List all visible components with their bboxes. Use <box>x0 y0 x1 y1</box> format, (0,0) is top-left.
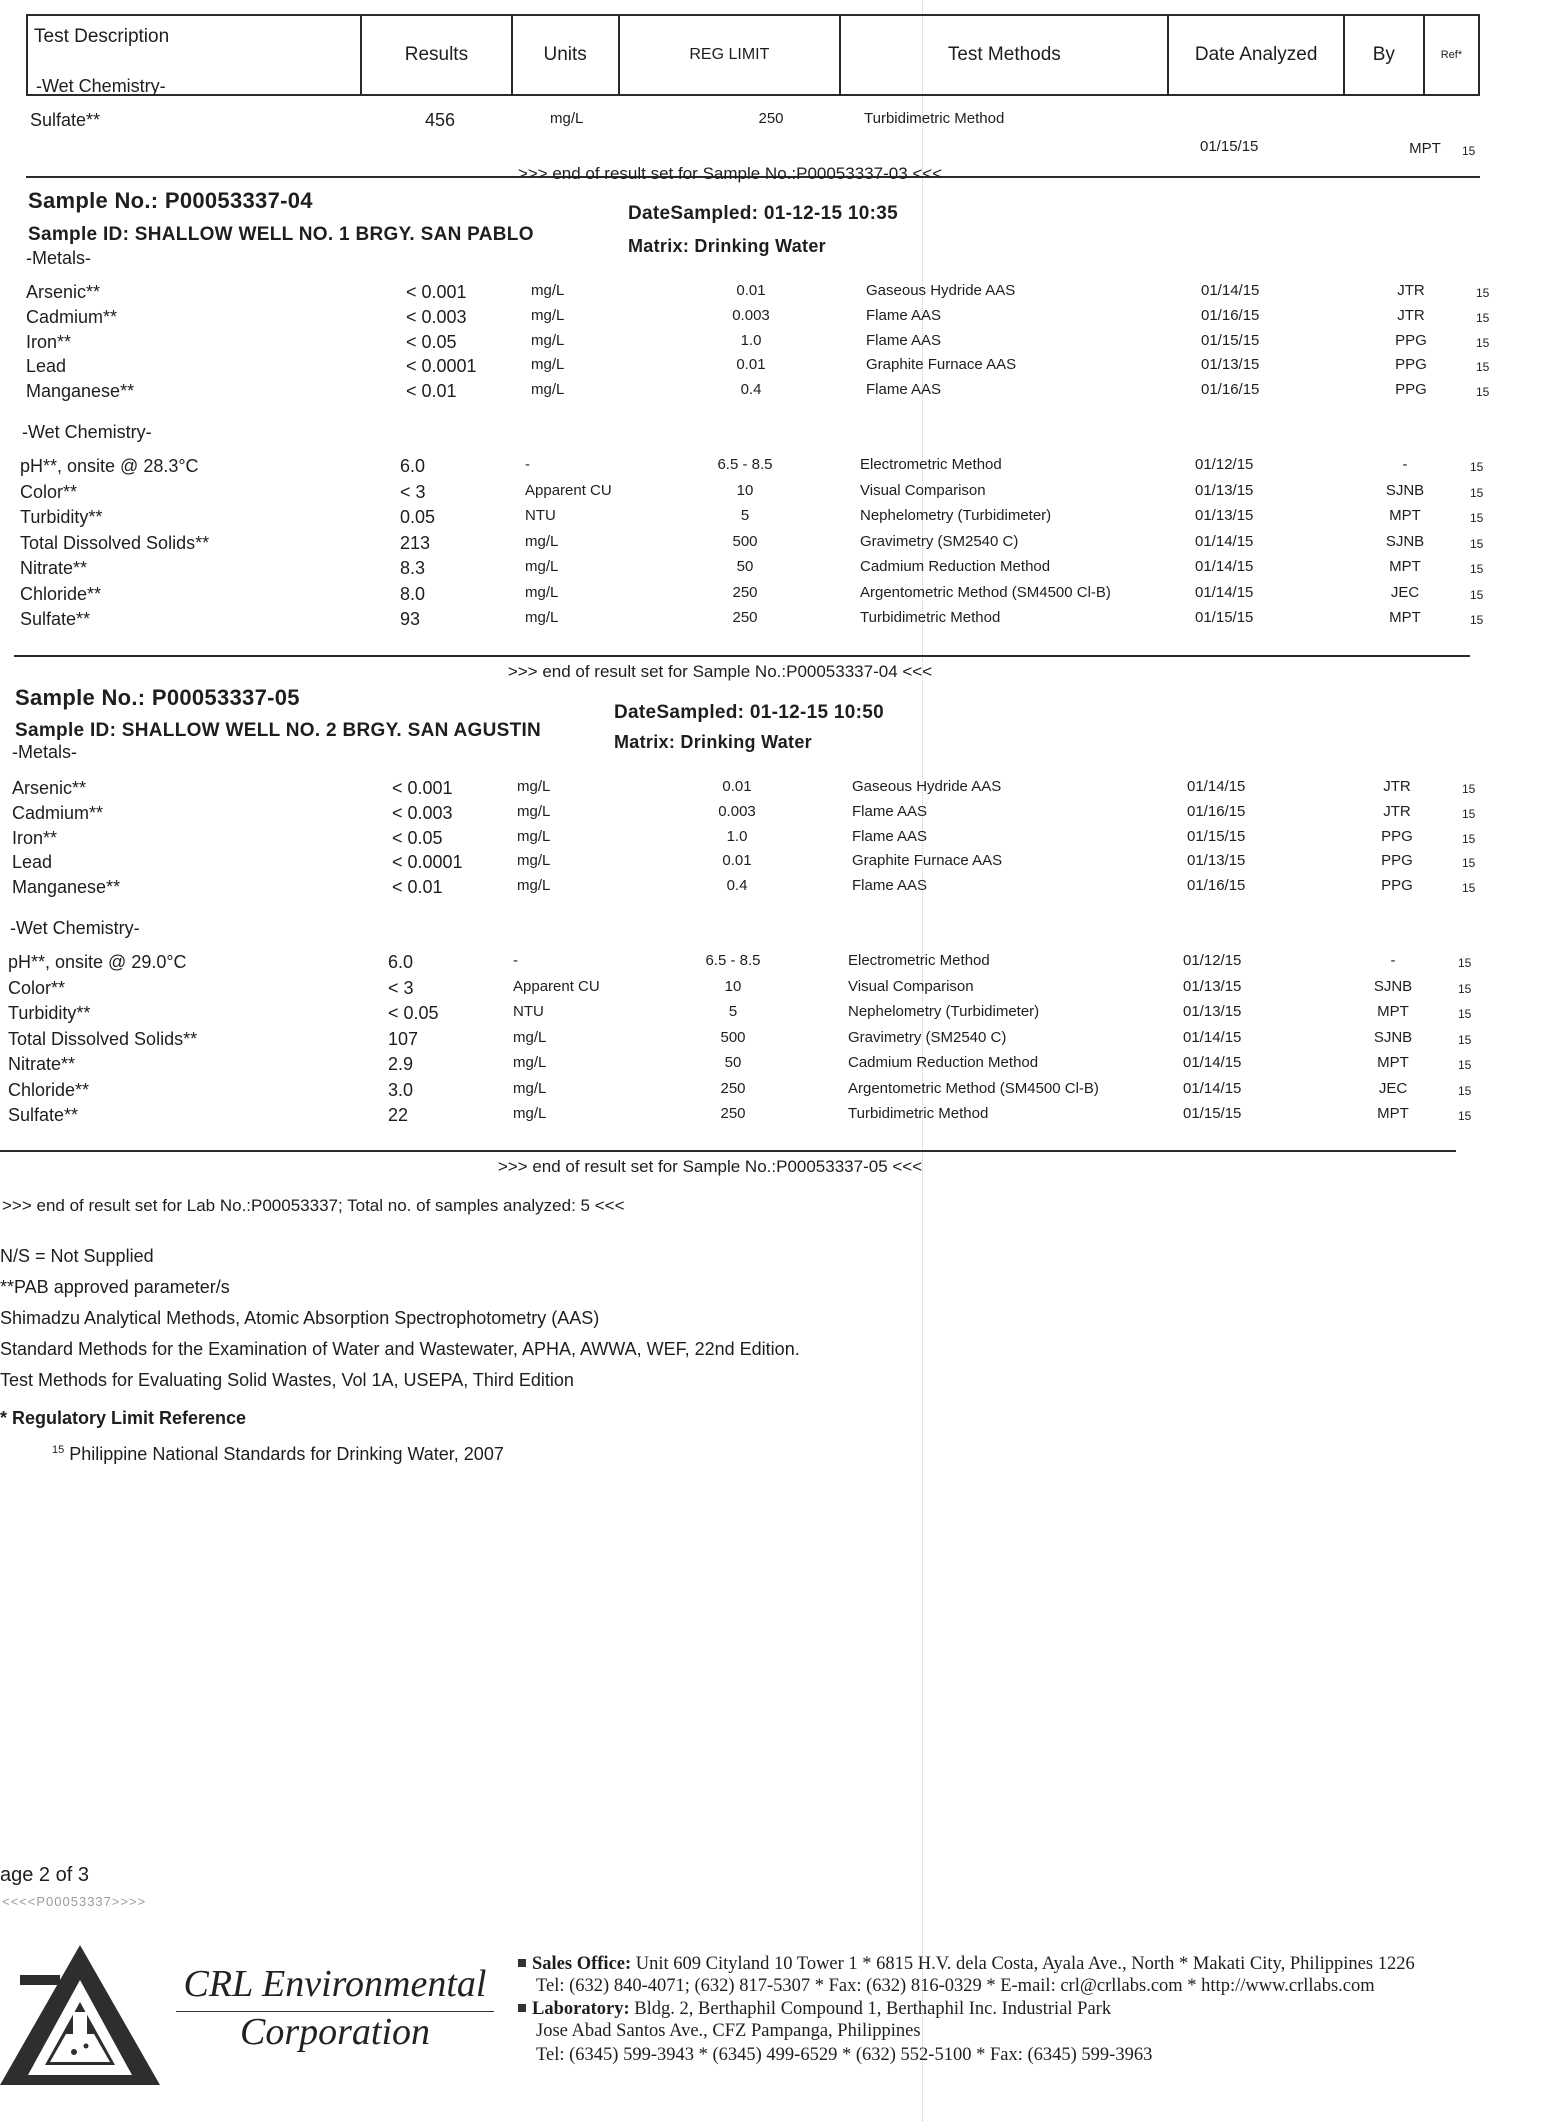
test-result: < 0.05 <box>392 827 443 848</box>
test-date: 01/14/15 <box>1183 1054 1242 1071</box>
test-ref: 15 <box>1458 956 1472 970</box>
test-date: 01/12/15 <box>1183 952 1242 969</box>
test-reg-limit: 250 <box>720 1105 746 1122</box>
test-date: 01/12/15 <box>1195 456 1254 473</box>
test-analyst: PPG <box>1395 356 1427 374</box>
test-name: pH**, onsite @ 29.0°C <box>8 952 187 972</box>
test-analyst: SJNB <box>1385 532 1425 550</box>
result-row <box>8 1105 1488 1130</box>
test-result: 2.9 <box>388 1054 414 1074</box>
result-row <box>26 356 1506 381</box>
test-method: Flame AAS <box>852 802 928 820</box>
matrix: Matrix: Drinking Water <box>628 236 826 256</box>
result-row <box>8 1029 1488 1054</box>
test-reg-limit: 500 <box>720 1028 746 1046</box>
test-reg-limit: 0.01 <box>736 356 766 374</box>
test-reg-limit: 0.01 <box>736 282 766 299</box>
header-test-description: Test Description <box>27 15 361 95</box>
test-name: Nitrate** <box>8 1054 76 1074</box>
test-date: 01/14/15 <box>1195 558 1254 575</box>
test-analyst: PPG <box>1395 331 1427 349</box>
test-name: Manganese** <box>12 877 121 898</box>
test-name: Arsenic** <box>26 282 101 302</box>
test-unit: mg/L <box>513 1079 547 1097</box>
test-result: 8.0 <box>400 583 426 604</box>
test-name: Iron** <box>12 827 58 848</box>
test-reg-limit: 50 <box>736 558 754 575</box>
regulatory-limit-reference-title: * Regulatory Limit Reference <box>0 1408 247 1428</box>
test-date: 01/16/15 <box>1187 877 1246 895</box>
test-analyst: SJNB <box>1373 977 1413 995</box>
test-date: 01/14/15 <box>1201 282 1260 299</box>
test-method: Nephelometry (Turbidimeter) <box>848 1003 1040 1020</box>
test-analyst: MPT <box>1377 1105 1409 1122</box>
test-analyst: MPT <box>1377 1003 1409 1020</box>
header-test-methods: Test Methods <box>840 15 1168 95</box>
test-unit: mg/L <box>531 306 565 324</box>
test-date: 01/14/15 <box>1195 583 1254 601</box>
result-row <box>26 332 1506 357</box>
test-result: 456 <box>425 110 456 130</box>
test-name: Sulfate** <box>30 110 101 130</box>
test-unit: mg/L <box>525 532 559 550</box>
test-name: Color** <box>20 481 78 502</box>
test-result: 93 <box>400 609 421 629</box>
section-label-wet-chemistry: -Wet Chemistry- <box>22 422 152 442</box>
test-method: Flame AAS <box>866 306 942 324</box>
header-reg-limit: REG LIMIT <box>619 15 841 95</box>
section-label-metals: -Metals- <box>26 248 92 268</box>
test-ref: 15 <box>1458 1058 1472 1072</box>
test-name: Sulfate** <box>20 609 91 629</box>
test-result: < 0.003 <box>406 306 467 327</box>
result-row <box>26 307 1506 332</box>
test-result: < 0.01 <box>406 381 457 402</box>
result-row <box>30 110 1500 158</box>
section-label-metals: -Metals- <box>12 742 78 762</box>
section-label-wet-chemistry: -Wet Chemistry- <box>10 918 140 938</box>
note-line: Shimadzu Analytical Methods, Atomic Absorption Spectrophotometry (AAS) <box>0 1308 600 1328</box>
test-reg-limit: 0.01 <box>722 778 752 795</box>
test-name: Chloride** <box>20 583 102 604</box>
test-name: Nitrate** <box>20 558 88 578</box>
test-ref: 15 <box>1462 806 1476 821</box>
test-reg-limit: 0.4 <box>726 877 748 895</box>
end-of-result-set: >>> end of result set for Sample No.:P00053337-05 <<< <box>497 1157 923 1176</box>
test-result: < 0.001 <box>406 282 467 302</box>
test-method: Turbidimetric Method <box>864 110 1005 127</box>
test-reg-limit: 50 <box>724 1054 742 1071</box>
header-results: Results <box>361 15 512 95</box>
test-date: 01/14/15 <box>1195 532 1254 550</box>
test-result: < 0.003 <box>392 802 453 823</box>
test-ref: 15 <box>1458 981 1472 996</box>
test-method: Graphite Furnace AAS <box>852 852 1003 870</box>
test-name: Turbidity** <box>8 1003 91 1023</box>
test-reg-limit: 5 <box>728 1003 738 1020</box>
note-line: **PAB approved parameter/s <box>0 1277 230 1297</box>
date-sampled: DateSampled: 01-12-15 10:50 <box>614 702 885 723</box>
sample-id: Sample ID: SHALLOW WELL NO. 2 BRGY. SAN AGUSTIN <box>15 720 542 741</box>
test-date: 01/14/15 <box>1183 1028 1242 1046</box>
test-reg-limit: 0.01 <box>722 852 752 870</box>
test-result: < 0.0001 <box>406 356 477 377</box>
test-analyst: - <box>1402 456 1408 473</box>
test-name: Sulfate** <box>8 1105 79 1125</box>
test-unit: - <box>513 952 518 969</box>
test-analyst: JTR <box>1397 306 1425 324</box>
test-result: < 3 <box>400 481 426 502</box>
date-sampled: DateSampled: 01-12-15 10:35 <box>628 203 899 224</box>
header-units: Units <box>512 15 619 95</box>
test-method: Cadmium Reduction Method <box>860 558 1051 575</box>
test-method: Flame AAS <box>852 877 928 895</box>
test-date: 01/16/15 <box>1201 306 1260 324</box>
laboratory-address-2: Jose Abad Santos Ave., CFZ Pampanga, Philippines <box>536 2021 921 2041</box>
test-method: Gravimetry (SM2540 C) <box>848 1028 1007 1046</box>
test-date: 01/15/15 <box>1183 1105 1242 1122</box>
test-method: Gaseous Hydride AAS <box>852 778 1002 795</box>
test-date: 01/13/15 <box>1183 977 1242 995</box>
test-unit: mg/L <box>531 331 565 349</box>
test-result: 107 <box>388 1028 419 1049</box>
test-result: < 0.01 <box>392 877 443 898</box>
test-analyst: MPT <box>1409 140 1441 157</box>
result-row <box>8 952 1488 977</box>
test-analyst: SJNB <box>1373 1028 1413 1046</box>
test-unit: Apparent CU <box>525 481 612 499</box>
result-row <box>12 852 1492 877</box>
divider <box>14 655 1470 657</box>
test-analyst: - <box>1390 952 1396 969</box>
test-unit: mg/L <box>531 381 565 399</box>
test-ref: 15 <box>1476 335 1490 350</box>
result-row <box>20 609 1500 634</box>
test-reg-limit: 250 <box>758 110 784 127</box>
result-row <box>20 507 1500 532</box>
barcode-reference: <<<<P00053337>>>> <box>2 1894 147 1909</box>
laboratory-label: Laboratory: <box>532 1999 630 2019</box>
test-unit: mg/L <box>550 110 584 127</box>
test-unit: mg/L <box>517 802 551 820</box>
test-analyst: PPG <box>1381 852 1413 870</box>
test-ref: 15 <box>1470 587 1484 602</box>
test-date: 01/13/15 <box>1195 507 1254 524</box>
test-method: Argentometric Method (SM4500 Cl-B) <box>860 583 1111 601</box>
header-date-analyzed: Date Analyzed <box>1168 15 1343 95</box>
test-reg-limit: 250 <box>732 583 758 601</box>
test-method: Cadmium Reduction Method <box>848 1054 1039 1071</box>
test-reg-limit: 5 <box>740 507 750 524</box>
test-unit: - <box>525 456 530 473</box>
test-ref: 15 <box>1470 613 1484 627</box>
test-date: 01/13/15 <box>1195 481 1254 499</box>
reference-text: Philippine National Standards for Drinking Water, 2007 <box>69 1444 504 1464</box>
test-unit: mg/L <box>513 1054 547 1071</box>
test-analyst: JTR <box>1397 282 1425 299</box>
regulatory-limit-reference <box>52 1444 504 1465</box>
test-name: Chloride** <box>8 1079 90 1100</box>
test-unit: Apparent CU <box>513 977 600 995</box>
section-label-wet-chemistry: -Wet Chemistry- <box>36 76 166 96</box>
test-name: Cadmium** <box>26 306 118 327</box>
test-ref: 15 <box>1476 360 1490 375</box>
test-method: Electrometric Method <box>860 456 1002 473</box>
test-date: 01/14/15 <box>1183 1079 1242 1097</box>
test-reg-limit: 0.4 <box>740 381 762 399</box>
result-row <box>8 1080 1488 1105</box>
result-row <box>20 533 1500 558</box>
result-row <box>20 584 1500 609</box>
test-ref: 15 <box>1462 144 1476 158</box>
test-reg-limit: 0.003 <box>718 802 756 820</box>
test-analyst: JTR <box>1383 802 1411 820</box>
test-reg-limit: 6.5 - 8.5 <box>705 952 761 969</box>
test-unit: mg/L <box>517 827 551 845</box>
result-row <box>8 978 1488 1003</box>
test-name: Total Dissolved Solids** <box>8 1028 198 1049</box>
test-analyst: JTR <box>1383 778 1411 795</box>
test-name: Color** <box>8 977 66 998</box>
result-row <box>20 482 1500 507</box>
test-unit: NTU <box>525 507 556 524</box>
test-date: 01/14/15 <box>1187 778 1246 795</box>
test-unit: mg/L <box>517 877 551 895</box>
page-number: age 2 of 3 <box>0 1864 89 1886</box>
test-ref: 15 <box>1462 782 1476 796</box>
test-name: Cadmium** <box>12 802 104 823</box>
test-ref: 15 <box>1476 286 1490 300</box>
result-row <box>12 828 1492 853</box>
test-ref: 15 <box>1458 1007 1472 1021</box>
test-ref: 15 <box>1470 485 1484 500</box>
test-result: 22 <box>388 1105 409 1125</box>
test-date: 01/13/15 <box>1201 356 1260 374</box>
test-ref: 15 <box>1470 536 1484 551</box>
test-analyst: MPT <box>1389 507 1421 524</box>
test-unit: mg/L <box>525 609 559 626</box>
test-date: 01/15/15 <box>1187 827 1246 845</box>
test-ref: 15 <box>1470 460 1484 474</box>
test-reg-limit: 10 <box>724 977 742 995</box>
test-unit: mg/L <box>517 852 551 870</box>
test-name: Manganese** <box>26 381 135 402</box>
lab-end-of-results: >>> end of result set for Lab No.:P00053337; Total no. of samples analyzed: 5 <<< <box>2 1196 625 1215</box>
test-method: Gaseous Hydride AAS <box>866 282 1016 299</box>
test-analyst: MPT <box>1389 558 1421 575</box>
test-unit: mg/L <box>517 778 551 795</box>
laboratory-address: Bldg. 2, Berthaphil Compound 1, Berthaphil Inc. Industrial Park <box>634 1999 1112 2019</box>
result-row <box>26 282 1506 307</box>
header-by: By <box>1344 15 1424 95</box>
test-ref: 15 <box>1458 1032 1472 1047</box>
test-method: Gravimetry (SM2540 C) <box>860 532 1019 550</box>
test-analyst: MPT <box>1389 609 1421 626</box>
reference-number: 15 <box>52 1444 65 1456</box>
test-ref: 15 <box>1458 1109 1472 1123</box>
test-method: Visual Comparison <box>860 481 986 499</box>
test-ref: 15 <box>1470 562 1484 576</box>
result-row <box>8 1054 1488 1079</box>
laboratory-line <box>518 1998 1111 2020</box>
sample-id: Sample ID: SHALLOW WELL NO. 1 BRGY. SAN PABLO <box>28 224 534 245</box>
test-date: 01/15/15 <box>1195 609 1254 626</box>
bullet-icon <box>518 1959 526 1967</box>
result-row <box>12 778 1492 803</box>
end-of-result-set: >>> end of result set for Sample No.:P00053337-04 <<< <box>507 662 933 681</box>
test-reg-limit: 250 <box>720 1079 746 1097</box>
test-ref: 15 <box>1476 310 1490 325</box>
note-line: Test Methods for Evaluating Solid Wastes, Vol 1A, USEPA, Third Edition <box>0 1370 574 1390</box>
results-header-table <box>26 14 1480 96</box>
test-date: 01/15/15 <box>1200 138 1259 155</box>
result-row <box>20 456 1500 481</box>
test-result: < 0.0001 <box>392 852 463 873</box>
test-analyst: PPG <box>1381 827 1413 845</box>
test-result: < 0.001 <box>392 778 453 798</box>
test-unit: mg/L <box>531 282 565 299</box>
laboratory-contact: Tel: (6345) 599-3943 * (6345) 499-6529 * (632) 552-5100 * Fax: (6345) 599-3963 <box>536 2045 1153 2065</box>
test-reg-limit: 6.5 - 8.5 <box>717 456 773 473</box>
bullet-icon <box>518 2004 526 2012</box>
test-method: Visual Comparison <box>848 977 974 995</box>
test-date: 01/16/15 <box>1201 381 1260 399</box>
test-date: 01/13/15 <box>1187 852 1246 870</box>
test-name: Lead <box>12 852 53 873</box>
matrix: Matrix: Drinking Water <box>614 732 812 752</box>
test-method: Turbidimetric Method <box>860 609 1001 626</box>
test-ref: 15 <box>1462 856 1476 871</box>
test-analyst: JEC <box>1378 1079 1408 1097</box>
test-ref: 15 <box>1462 831 1476 846</box>
test-analyst: MPT <box>1377 1054 1409 1071</box>
test-result: 8.3 <box>400 558 426 578</box>
test-analyst: PPG <box>1395 381 1427 399</box>
test-name: Iron** <box>26 331 72 352</box>
test-name: Arsenic** <box>12 778 87 798</box>
test-reg-limit: 10 <box>736 481 754 499</box>
test-unit: mg/L <box>525 558 559 575</box>
result-row <box>12 877 1492 902</box>
test-result: < 0.05 <box>406 331 457 352</box>
sales-office-address: Unit 609 Cityland 10 Tower 1 * 6815 H.V. dela Costa, Ayala Ave., North * Makati City, Philippines 1226 <box>635 1954 1415 1974</box>
test-reg-limit: 1.0 <box>740 331 762 349</box>
test-method: Nephelometry (Turbidimeter) <box>860 507 1052 524</box>
note-line: N/S = Not Supplied <box>0 1246 154 1266</box>
test-method: Electrometric Method <box>848 952 990 969</box>
company-name-line2: Corporation <box>239 2011 431 2053</box>
test-method: Argentometric Method (SM4500 Cl-B) <box>848 1079 1099 1097</box>
test-unit: mg/L <box>513 1028 547 1046</box>
end-of-result-set: >>> end of result set for Sample No.:P00053337-03 <<< <box>517 164 943 183</box>
result-row <box>20 558 1500 583</box>
test-name: Total Dissolved Solids** <box>20 532 210 553</box>
test-result: 0.05 <box>400 507 436 527</box>
test-name: Lead <box>26 356 67 377</box>
test-result: 3.0 <box>388 1079 414 1100</box>
divider <box>0 1150 1456 1152</box>
test-analyst: JEC <box>1390 583 1420 601</box>
test-ref: 15 <box>1458 1083 1472 1098</box>
header-ref: Ref* <box>1424 15 1479 95</box>
test-unit: NTU <box>513 1003 544 1020</box>
test-method: Flame AAS <box>866 381 942 399</box>
test-result: < 3 <box>388 977 414 998</box>
test-analyst: SJNB <box>1385 481 1425 499</box>
test-date: 01/16/15 <box>1187 802 1246 820</box>
result-row <box>8 1003 1488 1028</box>
sales-office-line <box>518 1953 1415 1975</box>
test-ref: 15 <box>1470 511 1484 525</box>
sample-number: Sample No.: P00053337-04 <box>28 188 313 213</box>
test-date: 01/13/15 <box>1183 1003 1242 1020</box>
test-result: < 0.05 <box>388 1003 439 1023</box>
sample-number: Sample No.: P00053337-05 <box>15 685 300 710</box>
sales-office-label: Sales Office: <box>532 1954 632 1974</box>
result-row <box>12 803 1492 828</box>
test-method: Flame AAS <box>866 331 942 349</box>
test-ref: 15 <box>1462 881 1476 896</box>
test-name: pH**, onsite @ 28.3°C <box>20 456 199 476</box>
test-date: 01/15/15 <box>1201 331 1260 349</box>
test-reg-limit: 250 <box>732 609 758 626</box>
test-unit: mg/L <box>513 1105 547 1122</box>
test-ref: 15 <box>1476 385 1490 400</box>
sales-office-contact: Tel: (632) 840-4071; (632) 817-5307 * Fax: (632) 816-0329 * E-mail: crl@crllabs.com * http://www.crllabs.com <box>536 1976 1375 1996</box>
test-method: Flame AAS <box>852 827 928 845</box>
test-reg-limit: 500 <box>732 532 758 550</box>
test-analyst: PPG <box>1381 877 1413 895</box>
test-unit: mg/L <box>531 356 565 374</box>
test-reg-limit: 0.003 <box>732 306 770 324</box>
test-result: 6.0 <box>400 456 426 476</box>
test-unit: mg/L <box>525 583 559 601</box>
test-result: 213 <box>400 532 431 553</box>
test-reg-limit: 1.0 <box>726 827 748 845</box>
test-method: Graphite Furnace AAS <box>866 356 1017 374</box>
company-name-line1: CRL Environmental <box>183 1963 487 2005</box>
test-result: 6.0 <box>388 952 414 972</box>
test-method: Turbidimetric Method <box>848 1105 989 1122</box>
note-line: Standard Methods for the Examination of Water and Wastewater, APHA, AWWA, WEF, 22nd Edition. <box>0 1339 800 1359</box>
crl-logo-icon <box>0 1940 170 2090</box>
result-row <box>26 381 1506 406</box>
test-name: Turbidity** <box>20 507 103 527</box>
